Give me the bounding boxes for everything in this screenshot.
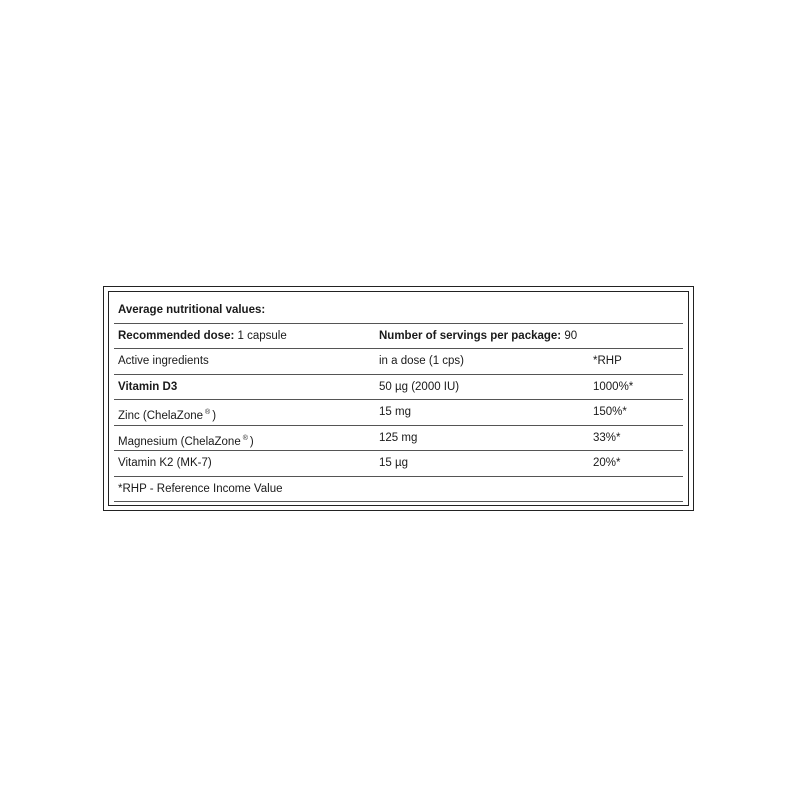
recommended-dose	[118, 324, 287, 349]
header-active-ingredients: Active ingredients	[118, 355, 209, 367]
table-row	[114, 375, 683, 401]
ingredient-amount: 125 mg	[379, 431, 418, 444]
header-rhp: *RHP	[593, 355, 622, 367]
ingredient-name: Vitamin K2 (MK-7)	[118, 457, 212, 469]
ingredient-name: Zinc (ChelaZone ® )	[118, 409, 217, 422]
servings-value: 90	[561, 329, 578, 342]
ingredient-name: Magnesium (ChelaZone ® )	[118, 434, 254, 448]
ingredient-rhp: 1000%*	[593, 380, 634, 393]
nutrition-panel-outer-border	[103, 286, 694, 511]
ingredient-rhp: 20%*	[593, 457, 621, 469]
header-dose: in a dose (1 cps)	[379, 355, 465, 367]
recommended-dose-label: Recommended dose:	[118, 329, 235, 342]
ingredient-amount: 15 µg	[379, 457, 409, 469]
ingredient-amount: 50 µg (2000 IU)	[379, 380, 460, 393]
recommended-dose-value: 1 capsule	[234, 329, 287, 342]
footnote: *RHP - Reference Income Value	[118, 482, 283, 495]
table-row	[114, 400, 683, 426]
ingredient-rhp: 150%*	[593, 406, 627, 418]
table-row	[114, 426, 683, 452]
footnote-row	[114, 477, 683, 503]
registered-mark: ®	[242, 434, 248, 442]
dose-row	[114, 324, 683, 350]
ingredient-amount: 15 mg	[379, 406, 411, 418]
column-header-row	[114, 349, 683, 375]
ingredient-name: Vitamin D3	[118, 380, 178, 393]
registered-mark: ®	[205, 409, 211, 416]
table-title: Average nutritional values:	[118, 304, 266, 316]
nutrition-panel	[108, 291, 689, 506]
ingredient-rhp: 33%*	[593, 431, 621, 444]
nutrition-table	[114, 298, 683, 502]
servings-per-package	[379, 324, 577, 349]
table-row	[114, 451, 683, 477]
servings-label: Number of servings per package:	[379, 329, 562, 342]
table-title-row	[114, 298, 683, 324]
